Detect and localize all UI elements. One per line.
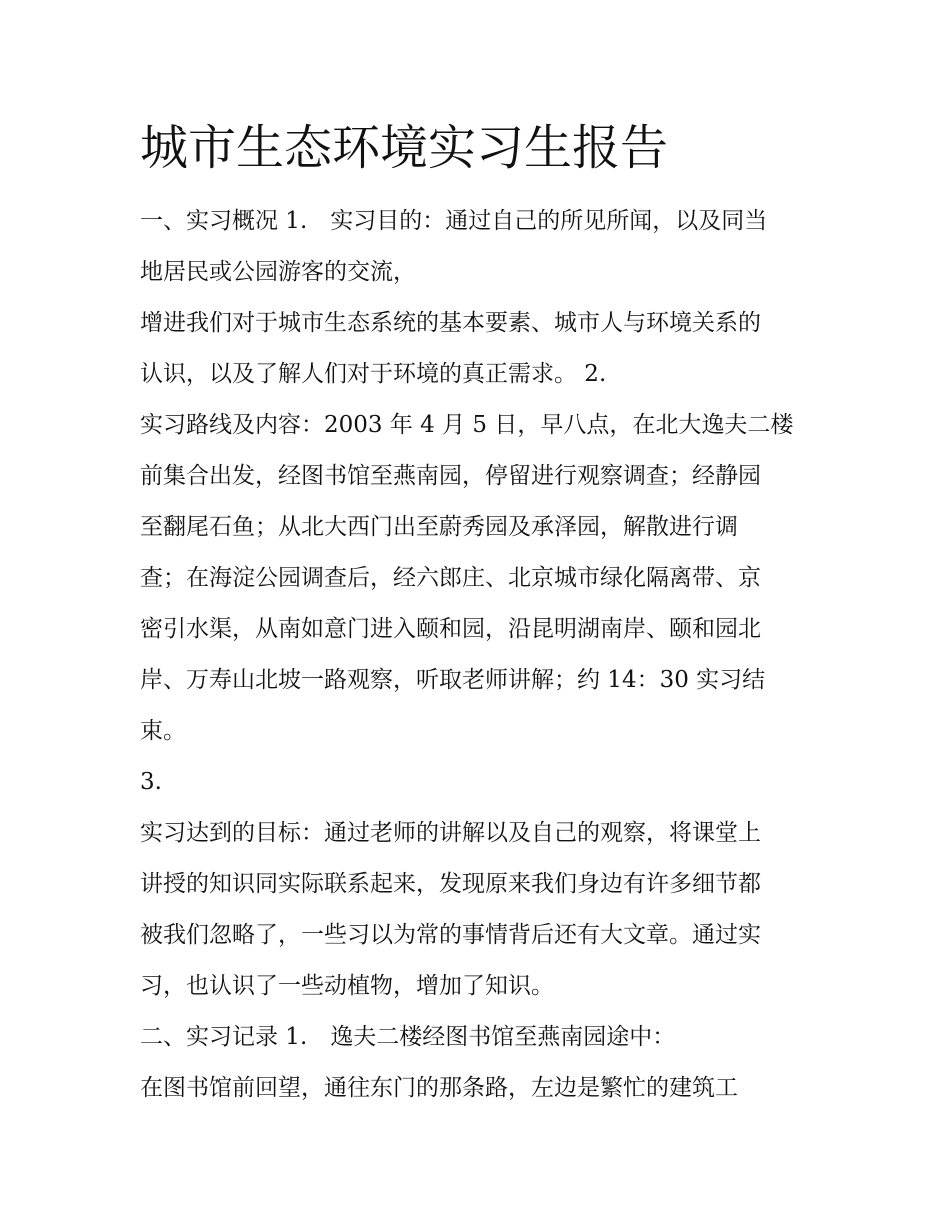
document-body [140, 196, 830, 1114]
body-line: 被我们忽略了，一些习以为常的事情背后还有大文章。通过实 [140, 922, 761, 948]
document-title: 城市生态环境实习生报告 [140, 120, 669, 176]
body-line: 地居民或公园游客的交流， [140, 259, 416, 285]
body-line: 在图书馆前回望，通往东门的那条路，左边是繁忙的建筑工 [140, 1075, 738, 1101]
body-line: 实习达到的目标：通过老师的讲解以及自己的观察，将课堂上 [140, 820, 761, 846]
body-line: 束。 [140, 718, 186, 744]
body-line: 前集合出发，经图书馆至燕南园，停留进行观察调查；经静园 [140, 463, 761, 489]
body-line: 二、实习记录 1. 逸夫二楼经图书馆至燕南园途中： [140, 1024, 676, 1050]
body-line: 实习路线及内容：2003 年 4 月 5 日，早八点，在北大逸夫二楼 [140, 412, 794, 438]
body-line: 密引水渠，从南如意门进入颐和园，沿昆明湖南岸、颐和园北 [140, 616, 761, 642]
body-line: 习，也认识了一些动植物，增加了知识。 [140, 973, 554, 999]
body-line: 一、实习概况 1. 实习目的：通过自己的所见所闻，以及同当 [140, 208, 768, 234]
body-line: 3. [140, 769, 162, 795]
body-line: 至翻尾石鱼；从北大西门出至蔚秀园及承泽园，解散进行调 [140, 514, 738, 540]
body-line: 讲授的知识同实际联系起来，发现原来我们身边有许多细节都 [140, 871, 761, 897]
body-line: 岸、万寿山北坡一路观察，听取老师讲解；约 14：30 实习结 [140, 667, 766, 693]
body-line: 认识，以及了解人们对于环境的真正需求。 2. [140, 361, 607, 387]
body-line: 增进我们对于城市生态系统的基本要素、城市人与环境关系的 [140, 310, 761, 336]
body-line: 查；在海淀公园调查后，经六郎庄、北京城市绿化隔离带、京 [140, 565, 761, 591]
